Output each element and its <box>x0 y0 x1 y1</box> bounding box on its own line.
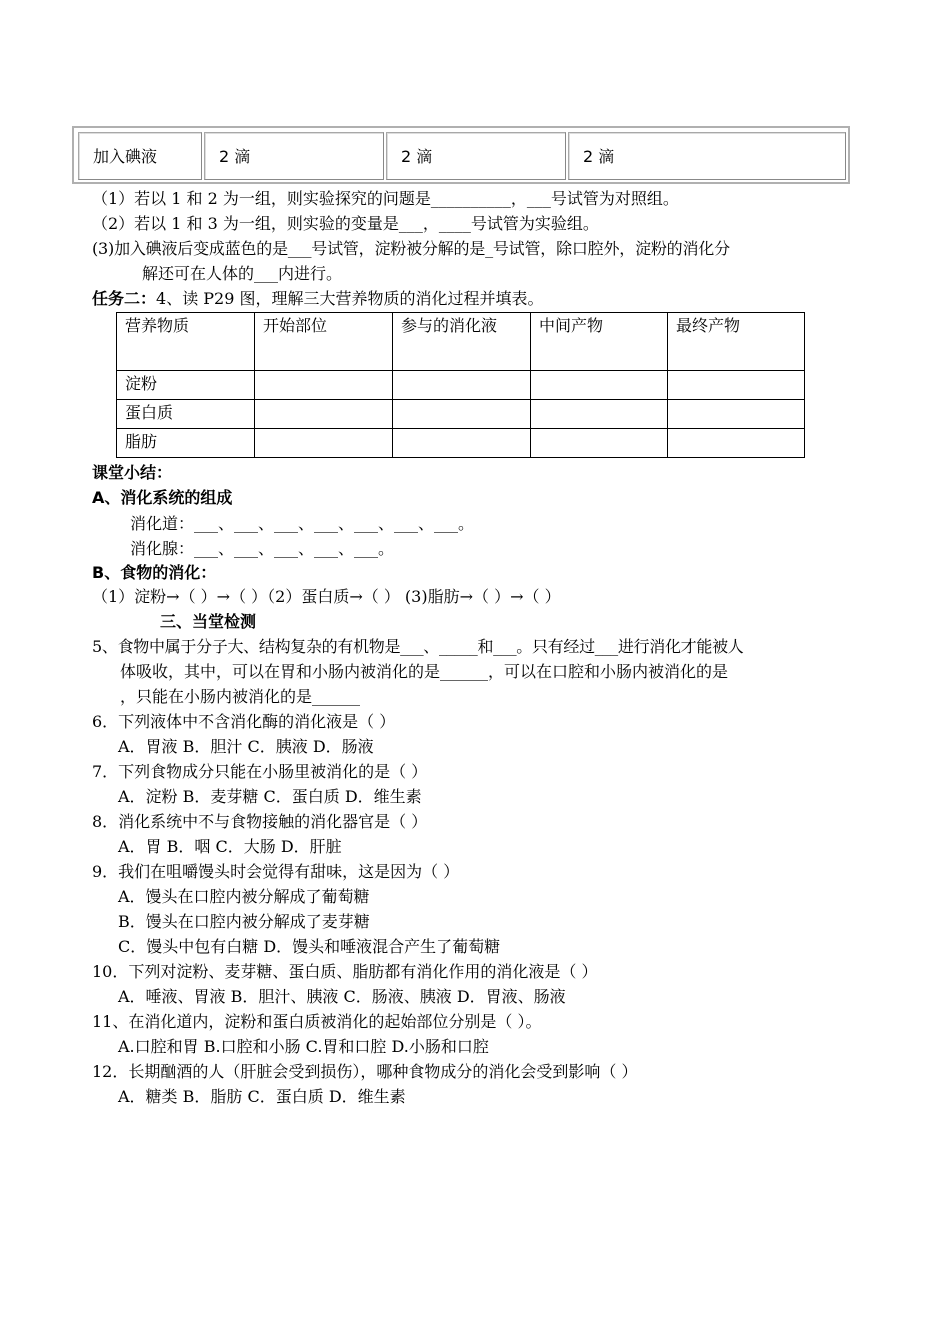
reagent-cell-2: 2 滴 <box>386 132 566 180</box>
question-12-stem: 12．长期酗酒的人（肝脏会受到损伤），哪种食物成分的消化会受到影响（ ） <box>92 1062 638 1081</box>
table-cell[interactable] <box>531 400 668 429</box>
question-5-line-3: ，只能在小肠内被消化的是______ <box>120 687 361 706</box>
table-cell[interactable] <box>255 400 393 429</box>
task-2 <box>92 288 544 310</box>
question-3-line-1: (3)加入碘液后变成蓝色的是___号试管，淀粉被分解的是_号试管，除口腔外，淀粉的消化分 <box>92 239 730 258</box>
question-9-option-cd: C．馒头中包有白糖 D．馒头和唾液混合产生了葡萄糖 <box>118 937 501 956</box>
summary-b-title: B、食物的消化： <box>92 563 217 582</box>
question-11-stem: 11、在消化道内，淀粉和蛋白质被消化的起始部位分别是（ ）。 <box>92 1012 542 1031</box>
table-cell[interactable] <box>393 429 531 458</box>
question-6-stem: 6．下列液体中不含消化酶的消化液是（ ） <box>92 712 396 731</box>
row-label-protein: 蛋白质 <box>117 400 255 429</box>
table-cell[interactable] <box>531 371 668 400</box>
question-3-line-2: 解还可在人体的___内进行。 <box>142 264 343 283</box>
question-11-options: A.口腔和胃 B.口腔和小肠 C.胃和口腔 D.小肠和口腔 <box>118 1037 489 1056</box>
table-cell[interactable] <box>531 429 668 458</box>
digestive-glands-line: 消化腺：___、___、___、___、___。 <box>130 539 395 558</box>
row-label-starch: 淀粉 <box>117 371 255 400</box>
summary-a-title: A、消化系统的组成 <box>92 488 233 507</box>
table-row <box>117 429 805 458</box>
reagent-table <box>72 126 850 184</box>
header-start-site: 开始部位 <box>255 313 393 371</box>
table-cell[interactable] <box>668 429 805 458</box>
question-8-stem: 8．消化系统中不与食物接触的消化器官是（ ） <box>92 812 428 831</box>
reagent-row-label: 加入碘液 <box>78 132 202 180</box>
digestion-flow-line: （1）淀粉→（ ）→（ ）（2）蛋白质→（ ） (3)脂肪→（ ）→（ ） <box>92 587 561 606</box>
question-7-stem: 7．下列食物成分只能在小肠里被消化的是（ ） <box>92 762 428 781</box>
summary-title: 课堂小结： <box>92 463 173 482</box>
table-cell[interactable] <box>668 371 805 400</box>
digestive-tract-line: 消化道：___、___、___、___、___、___、___。 <box>130 514 475 533</box>
question-12-options: A．糖类 B．脂肪 C．蛋白质 D．维生素 <box>118 1087 406 1106</box>
table-row <box>117 400 805 429</box>
table-row <box>117 371 805 400</box>
question-6-options: A．胃液 B．胆汁 C．胰液 D．肠液 <box>118 737 374 756</box>
table-cell[interactable] <box>255 371 393 400</box>
reagent-cell-3: 2 滴 <box>568 132 846 180</box>
task-2-heading: 任务二： <box>92 289 157 308</box>
table-cell[interactable] <box>393 371 531 400</box>
question-1: （1）若以 1 和 2 为一组，则实验探究的问题是__________，___号试管为对照组。 <box>92 189 679 208</box>
header-final-product: 最终产物 <box>668 313 805 371</box>
question-2: （2）若以 1 和 3 为一组，则实验的变量是___，____号试管为实验组。 <box>92 214 599 233</box>
question-9-stem: 9．我们在咀嚼馒头时会觉得有甜味，这是因为（ ） <box>92 862 460 881</box>
table-cell[interactable] <box>255 429 393 458</box>
question-5-line-1: 5、食物中属于分子大、结构复杂的有机物是___、_____和___。只有经过___进行消化才能被人 <box>92 637 744 656</box>
header-nutrient: 营养物质 <box>117 313 255 371</box>
section-3-title: 三、当堂检测 <box>160 612 257 631</box>
header-digestive-juice: 参与的消化液 <box>393 313 531 371</box>
question-9-option-b: B．馒头在口腔内被分解成了麦芽糖 <box>118 912 370 931</box>
nutrient-table <box>116 312 805 458</box>
question-10-stem: 10．下列对淀粉、麦芽糖、蛋白质、脂肪都有消化作用的消化液是（ ） <box>92 962 598 981</box>
question-8-options: A．胃 B．咽 C．大肠 D．肝脏 <box>118 837 342 856</box>
row-label-fat: 脂肪 <box>117 429 255 458</box>
header-intermediate: 中间产物 <box>531 313 668 371</box>
task-2-text: 4、读 P29 图，理解三大营养物质的消化过程并填表。 <box>156 289 544 308</box>
table-cell[interactable] <box>668 400 805 429</box>
question-9-option-a: A．馒头在口腔内被分解成了葡萄糖 <box>118 887 370 906</box>
question-7-options: A．淀粉 B．麦芽糖 C．蛋白质 D．维生素 <box>118 787 422 806</box>
question-5-line-2: 体吸收，其中，可以在胃和小肠内被消化的是______，可以在口腔和小肠内被消化的是 <box>120 662 729 681</box>
table-cell[interactable] <box>393 400 531 429</box>
reagent-cell-1: 2 滴 <box>204 132 384 180</box>
question-10-options: A．唾液、胃液 B．胆汁、胰液 C．肠液、胰液 D．胃液、肠液 <box>118 987 566 1006</box>
